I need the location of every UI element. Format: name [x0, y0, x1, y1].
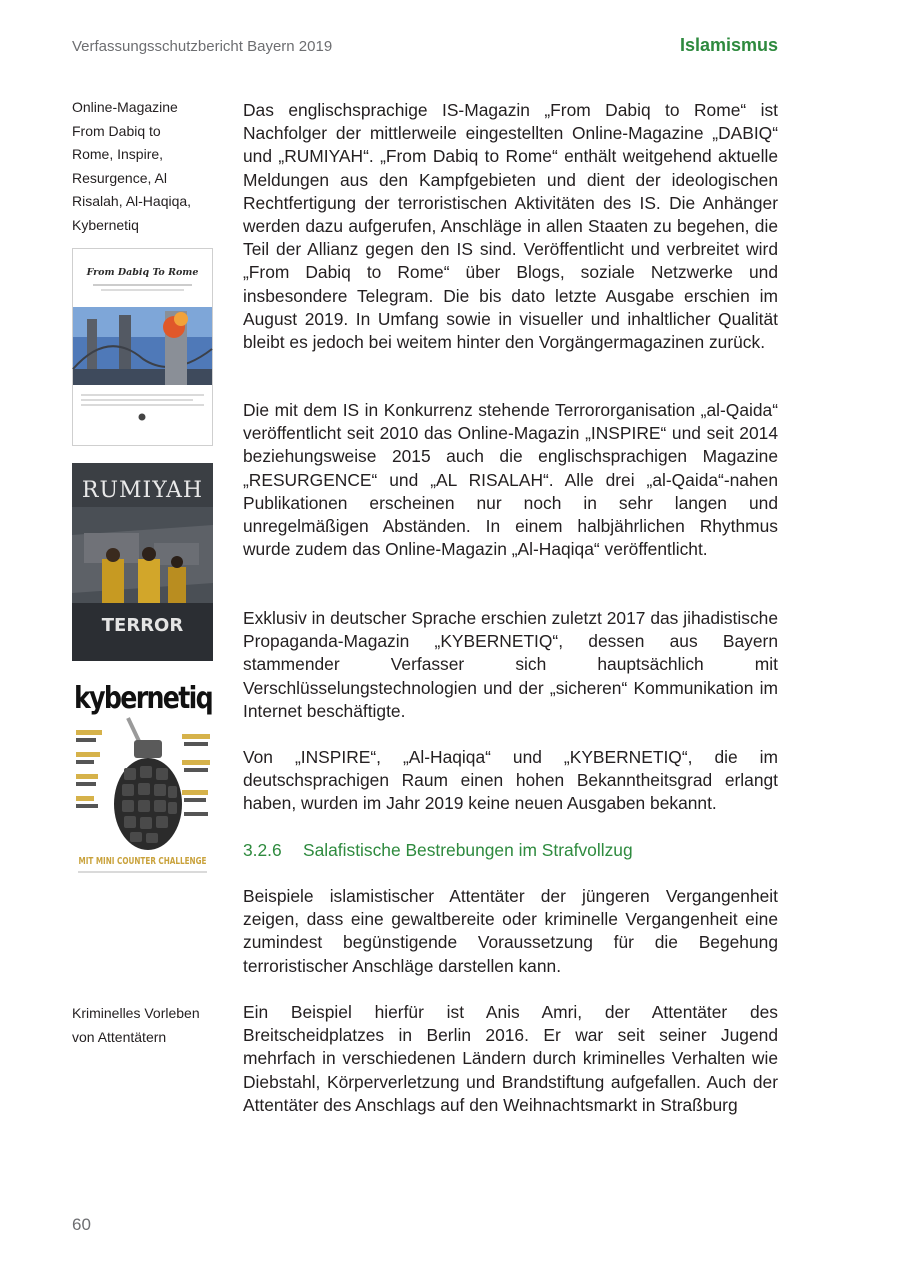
kybernetiq-cover-title: kybernetiq: [74, 681, 212, 716]
margin-note-line: Kybernetiq: [72, 216, 139, 233]
rumiyah-cover-graphic: [72, 463, 213, 661]
paragraph: Beispiele islamistischer Attentäter der jüngeren Vergangenheit zeigen, dass eine gewaltbereite oder kriminelle Vergangenheit eine zumindest begünstigende Voraussetzung für die Begehung terroristischer Anschläge darstellen kann.: [243, 886, 778, 976]
rumiyah-cover-subtitle: TERROR: [101, 615, 184, 636]
margin-note-criminal: [72, 1002, 217, 1049]
rumiyah-cover-image: [72, 463, 213, 661]
kybernetiq-cover-graphic: [72, 678, 213, 878]
margin-note-magazines: [72, 96, 217, 237]
margin-note-line: Risalah, Al-Haqiqa,: [72, 193, 192, 209]
subsection-title: Salafistische Bestrebungen im Strafvollzug: [303, 840, 633, 860]
paragraph: Exklusiv in deutscher Sprache erschien zuletzt 2017 das jihadistische Propaganda-Magazin „KYBERNETIQ“, dessen aus Bayern stammender Verfasser sich hauptsächlich mit Verschlüsselungstechnologien und der „sicheren“ Kommunikation im Internet beschäftigte.: [243, 608, 778, 721]
margin-note-line: From Dabiq to: [72, 122, 161, 139]
paragraph: Die mit dem IS in Konkurrenz stehende Terrororganisation „al-Qaida“ veröffentlicht seit 2010 das Online-Magazin „INSPIRE“ und seit 2014 beziehungsweise 2015 auch die englischsprachigen Magazine „RESURGENCE“ und „AL RISALAH“. Alle drei „al-Qaida“-nahen Publikationen erscheinen nur noch in sehr langen und unregelmäßigen Abständen. In einem halbjährlichen Rhythmus wurde zudem das Online-Magazin „Al-Haqiqa“ veröffentlicht.: [243, 400, 778, 560]
section-title: Islamismus: [679, 35, 778, 55]
dabiq-cover-graphic: [73, 249, 212, 445]
dabiq-cover-title: From Dabiq To Rome: [86, 267, 199, 278]
kybernetiq-cover-image: [72, 678, 213, 878]
margin-note-line: von Attentätern: [72, 1028, 167, 1045]
paragraph: Das englischsprachige IS-Magazin „From Dabiq to Rome“ ist Nachfolger der mittlerweile eingestellten Online-Magazine „DABIQ“ und „RUMIYAH“. „From Dabiq to Rome“ enthält weitgehend aktuelle Meldungen aus den Kampfgebieten und dient der ideologischen Rechtfertigung der terroristischen Aktivitäten des IS. Die Anhänger werden dazu aufgerufen, Anschläge in allen Staaten zu begehen, die Teil der Allianz gegen den IS sind. Veröffentlicht und verbreitet wird „From Dabiq to Rome“ über Blogs, soziale Netzwerke und insbesondere Telegram. Die bis dato letzte Ausgabe erschien im August 2019. In Umfang sowie in visueller und inhaltlicher Qualität bleibt es jedoch bei weitem hinter den Vorgängermagazinen zurück.: [243, 100, 778, 353]
margin-note-line: Resurgence, Al: [72, 169, 167, 186]
paragraph: Von „INSPIRE“, „Al-Haqiqa“ und „KYBERNETIQ“, die im deutschsprachigen Raum einen hohen Bekanntheitsgrad erlangt haben, wurden im Jahr 2019 keine neuen Ausgaben bekannt.: [243, 747, 778, 814]
subsection-number: 3.2.6: [243, 840, 282, 860]
dabiq-cover-image: [72, 248, 213, 446]
paragraph: Ein Beispiel hierfür ist Anis Amri, der Attentäter des Breitscheidplatzes in Berlin 2016. Er war seit seiner Jugend mehrfach in verschiedenen Ländern durch kriminelles Verhalten wie Diebstahl, Körperverletzung und Brandstiftung aufgefallen. Auch der Attentäter des Anschlags auf den Weihnachtsmarkt in Straßburg: [243, 1002, 778, 1115]
running-head: Verfassungsschutzbericht Bayern 2019: [72, 38, 333, 55]
rumiyah-cover-title: RUMIYAH: [81, 478, 204, 503]
page-number: 60: [72, 1215, 91, 1234]
kybernetiq-cover-banner: MIT MINI COUNTER CHALLENGE: [78, 856, 207, 867]
margin-note-line: Kriminelles Vorleben: [72, 1005, 200, 1021]
subsection-heading: [243, 840, 633, 861]
margin-note-line: Online-Magazine: [72, 99, 178, 115]
margin-note-line: Rome, Inspire,: [72, 146, 164, 162]
